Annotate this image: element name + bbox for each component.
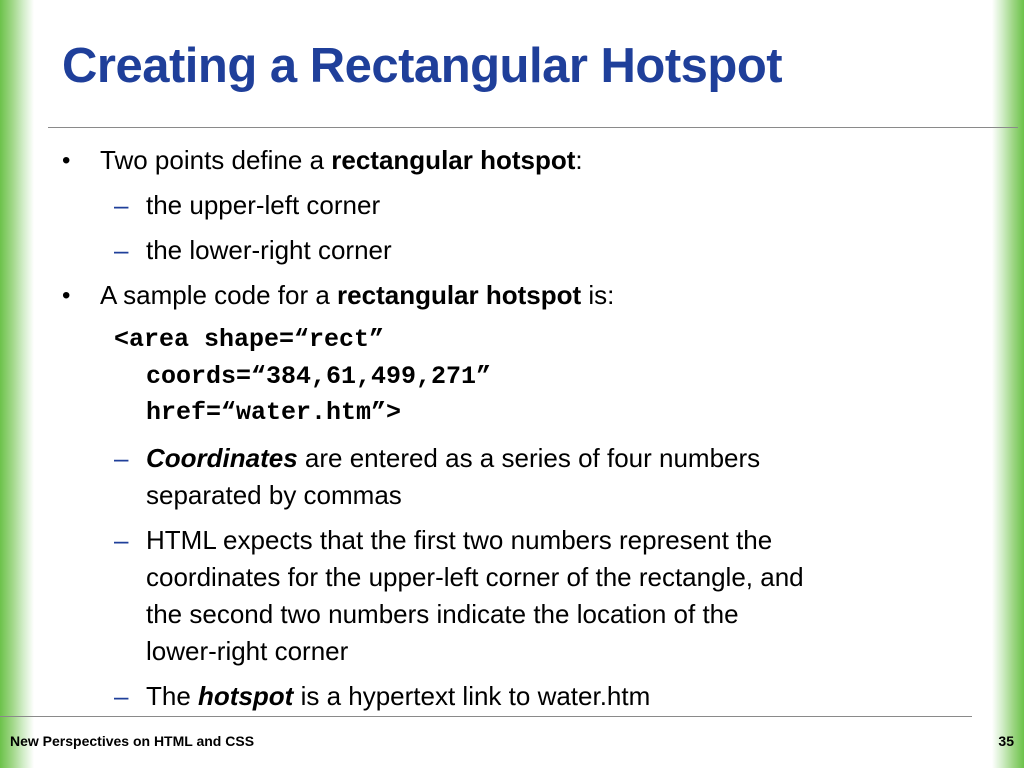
sub-html-expects-line-3: the second two numbers indicate the location of the [146, 599, 739, 629]
bullet-marker: • [62, 147, 71, 174]
slide-title: Creating a Rectangular Hotspot [62, 39, 783, 93]
sub-upper-left: the upper-left corner [146, 190, 381, 220]
code-line-3: href=“water.htm”> [146, 398, 402, 427]
sub-html-expects-line-2: coordinates for the upper-left corner of the rectangle, and [146, 562, 804, 592]
dash-marker: – [114, 190, 129, 220]
sub-text: The [146, 681, 199, 711]
bullet-two-points [100, 142, 583, 178]
sub-html-expects-line-1: HTML expects that the first two numbers represent the [146, 525, 773, 555]
bold-italic-term: Coordinates [146, 443, 298, 473]
sub-coordinates-line-1 [146, 440, 760, 476]
dash-marker: – [114, 235, 129, 265]
slide-number: 35 [998, 733, 1014, 749]
sub-coordinates-line-2: separated by commas [146, 480, 402, 510]
bullet-bold-term: rectangular hotspot [331, 145, 576, 175]
dash-marker: – [114, 681, 129, 711]
bullet-sample-code [100, 277, 614, 313]
sub-lower-right: the lower-right corner [146, 235, 392, 265]
code-line-2: coords=“384,61,499,271” [146, 362, 492, 391]
footer-course-title: New Perspectives on HTML and CSS [10, 733, 255, 749]
dash-marker: – [114, 443, 129, 473]
code-line-1: <area shape=“rect” [114, 325, 385, 354]
bullet-text: Two points define a [100, 145, 332, 175]
sub-text-suffix: is a hypertext link to water.htm [293, 681, 651, 711]
dash-marker: – [114, 525, 129, 555]
sub-html-expects-line-4: lower-right corner [146, 636, 349, 666]
bullet-text-suffix: is: [581, 280, 615, 310]
bold-italic-term: hotspot [198, 681, 294, 711]
bullet-bold-term: rectangular hotspot [337, 280, 582, 310]
sub-text: are entered as a series of four numbers [297, 443, 761, 473]
sub-hotspot-link [146, 678, 650, 714]
bullet-text: A sample code for a [100, 280, 338, 310]
footer-divider [0, 716, 972, 717]
bullet-marker: • [62, 282, 71, 309]
bullet-text-suffix: : [575, 145, 583, 175]
